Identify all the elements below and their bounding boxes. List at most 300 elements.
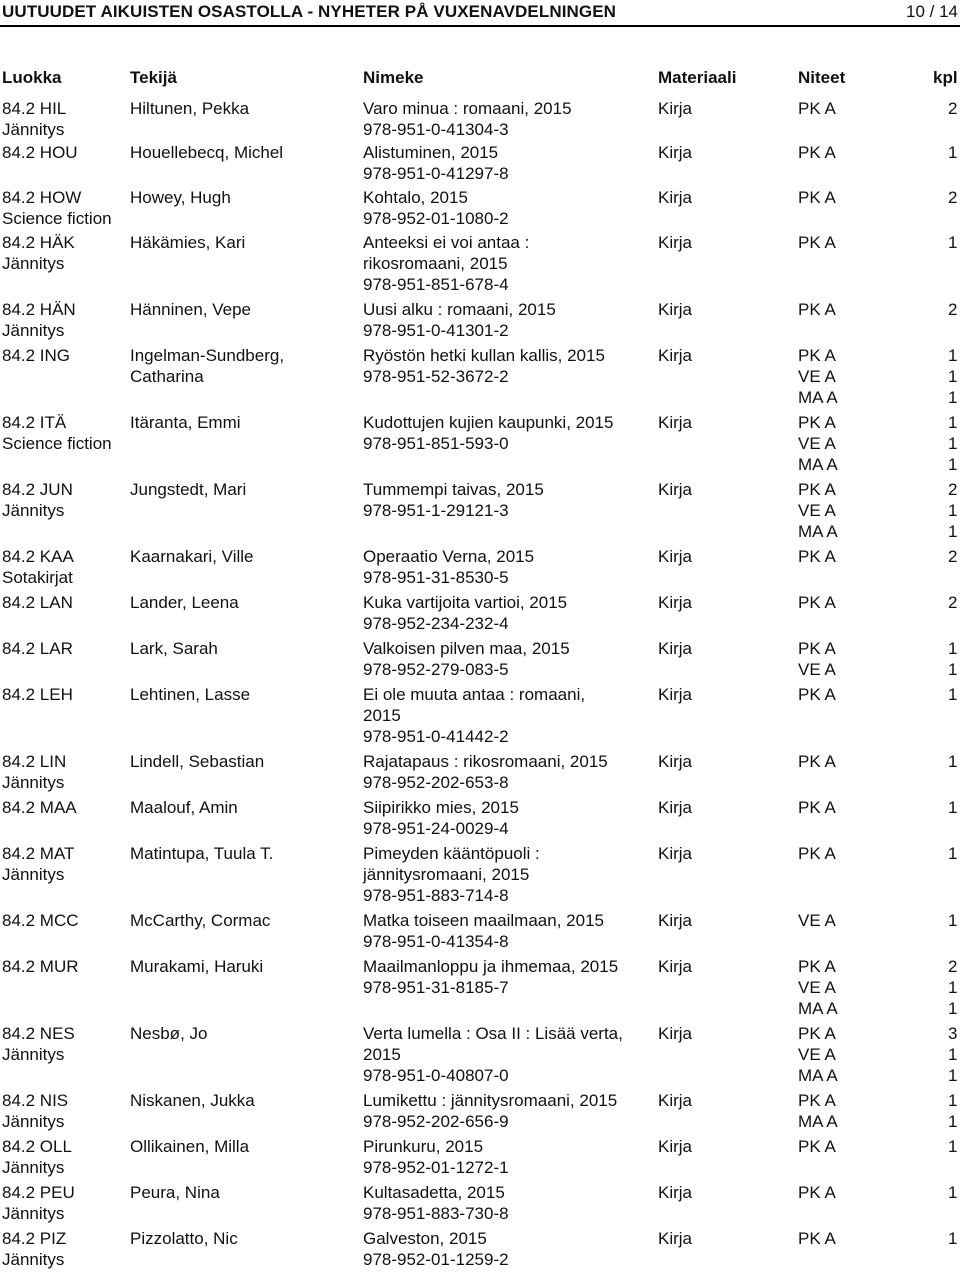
location-cell (798, 345, 838, 408)
copy-location: PK A (798, 99, 836, 118)
copy-location: PK A (798, 957, 836, 976)
column-header-tekija: Tekijä (130, 68, 177, 87)
location-cell (798, 751, 836, 772)
title-cell (363, 751, 653, 793)
author-name: Lander, Leena (130, 593, 239, 612)
copy-location: VE A (798, 660, 836, 679)
author-cell (130, 1090, 360, 1111)
isbn: 978-952-01-1080-2 (363, 209, 509, 228)
author-name: Häkämies, Kari (130, 233, 246, 252)
material-cell (658, 98, 692, 119)
table-row (0, 638, 960, 684)
author-cell (130, 187, 360, 208)
title-text: Tummempi taivas, 2015 (363, 480, 544, 499)
author-cell (130, 910, 360, 931)
copy-location: MA A (798, 455, 838, 474)
class-cell (2, 142, 127, 163)
title-text: Alistuminen, 2015 (363, 143, 499, 162)
isbn: 978-951-1-29121-3 (363, 501, 509, 520)
material-type: Kirja (658, 300, 693, 319)
count-cell (948, 345, 957, 408)
copy-count: 1 (948, 455, 958, 474)
class-cell (2, 98, 127, 140)
location-cell (798, 479, 838, 542)
class-code: 84.2 PIZ (2, 1229, 67, 1248)
page-title: UUTUUDET AIKUISTEN OSASTOLLA - NYHETER PÅ VUXENAVDELNINGEN (2, 2, 617, 21)
copy-location: PK A (798, 300, 836, 319)
table-row (0, 910, 960, 956)
class-cell (2, 684, 127, 705)
genre: Jännitys (2, 1112, 65, 1131)
table-row (0, 412, 960, 479)
isbn: 978-951-851-678-4 (363, 275, 509, 294)
copy-location: PK A (798, 413, 836, 432)
copy-location: PK A (798, 752, 836, 771)
author-cell (130, 638, 360, 659)
title-cell (363, 956, 653, 998)
count-cell (948, 479, 957, 542)
class-code: 84.2 HÄN (2, 300, 76, 319)
author-name: Ingelman-Sundberg, (130, 346, 285, 365)
copy-location: PK A (798, 593, 836, 612)
author-cell (130, 98, 360, 119)
isbn: 978-952-202-653-8 (363, 773, 509, 792)
isbn: 978-951-31-8185-7 (363, 978, 509, 997)
title-cell (363, 684, 653, 747)
copy-count: 1 (948, 522, 958, 541)
title-cell (363, 142, 653, 184)
copy-count: 1 (948, 388, 958, 407)
location-cell (798, 956, 838, 1019)
title-text: rikosromaani, 2015 (363, 254, 508, 273)
class-cell (2, 751, 127, 793)
title-text: Maailmanloppu ja ihmemaa, 2015 (363, 957, 619, 976)
class-code: 84.2 HOU (2, 143, 78, 162)
isbn: 978-952-202-656-9 (363, 1112, 509, 1131)
genre: Science fiction (2, 434, 112, 453)
copy-count: 1 (948, 1137, 958, 1156)
copy-location: VE A (798, 911, 836, 930)
author-cell (130, 1228, 360, 1249)
material-type: Kirja (658, 346, 693, 365)
class-code: 84.2 LAR (2, 639, 73, 658)
copy-location: PK A (798, 1091, 836, 1110)
book-list (0, 98, 960, 1274)
material-type: Kirja (658, 188, 693, 207)
copy-count: 1 (948, 233, 958, 252)
genre: Jännitys (2, 865, 65, 884)
author-cell (130, 299, 360, 320)
author-name: Maalouf, Amin (130, 798, 238, 817)
author-name: Niskanen, Jukka (130, 1091, 255, 1110)
author-name: Hiltunen, Pekka (130, 99, 250, 118)
count-cell (948, 1136, 957, 1157)
class-code: 84.2 NES (2, 1024, 75, 1043)
copy-count: 2 (948, 593, 958, 612)
copy-count: 2 (948, 188, 958, 207)
author-cell (130, 684, 360, 705)
material-type: Kirja (658, 685, 693, 704)
location-cell (798, 546, 836, 567)
material-cell (658, 345, 692, 366)
material-cell (658, 479, 692, 500)
copy-count: 1 (948, 798, 958, 817)
title-text: Galveston, 2015 (363, 1229, 487, 1248)
copy-location: PK A (798, 798, 836, 817)
count-cell (948, 797, 957, 818)
author-cell (130, 345, 360, 387)
author-cell (130, 412, 360, 433)
copy-location: PK A (798, 1137, 836, 1156)
author-name: Houellebecq, Michel (130, 143, 284, 162)
class-code: 84.2 LIN (2, 752, 67, 771)
class-cell (2, 797, 127, 818)
author-cell (130, 1182, 360, 1203)
count-cell (948, 187, 957, 208)
count-cell (948, 412, 957, 475)
title-cell (363, 479, 653, 521)
copy-location: PK A (798, 346, 836, 365)
class-code: 84.2 MUR (2, 957, 79, 976)
title-text: Kultasadetta, 2015 (363, 1183, 505, 1202)
isbn: 978-951-0-41354-8 (363, 932, 509, 951)
count-cell (948, 592, 957, 613)
material-cell (658, 1023, 692, 1044)
material-type: Kirja (658, 593, 693, 612)
title-cell (363, 1228, 653, 1270)
class-code: 84.2 MAT (2, 844, 75, 863)
author-name: Itäranta, Emmi (130, 413, 241, 432)
title-cell (363, 797, 653, 839)
table-row (0, 1136, 960, 1182)
material-cell (658, 684, 692, 705)
copy-location: VE A (798, 434, 836, 453)
location-cell (798, 592, 836, 613)
copy-count: 1 (948, 367, 958, 386)
copy-count: 3 (948, 1024, 958, 1043)
location-cell (798, 638, 836, 680)
title-cell (363, 187, 653, 229)
title-text: Anteeksi ei voi antaa : (363, 233, 530, 252)
copy-location: MA A (798, 1066, 838, 1085)
title-text: Uusi alku : romaani, 2015 (363, 300, 556, 319)
table-row (0, 546, 960, 592)
location-cell (798, 1136, 836, 1157)
material-type: Kirja (658, 752, 693, 771)
table-row (0, 797, 960, 843)
column-header-niteet: Niteet (798, 68, 846, 87)
isbn: 978-951-0-41442-2 (363, 727, 509, 746)
copy-location: MA A (798, 388, 838, 407)
copy-location: VE A (798, 501, 836, 520)
copy-count: 1 (948, 685, 958, 704)
copy-count: 1 (948, 434, 958, 453)
copy-location: PK A (798, 1229, 836, 1248)
author-cell (130, 843, 360, 864)
class-cell (2, 956, 127, 977)
material-type: Kirja (658, 233, 693, 252)
title-cell (363, 232, 653, 295)
class-cell (2, 345, 127, 366)
author-name: McCarthy, Cormac (130, 911, 271, 930)
location-cell (798, 797, 836, 818)
location-cell (798, 187, 836, 208)
table-row (0, 1228, 960, 1274)
count-cell (948, 638, 957, 680)
count-cell (948, 1182, 957, 1203)
material-type: Kirja (658, 1137, 693, 1156)
isbn: 978-952-01-1272-1 (363, 1158, 509, 1177)
count-cell (948, 546, 957, 567)
copy-location: PK A (798, 188, 836, 207)
location-cell (798, 843, 836, 864)
count-cell (948, 1023, 957, 1086)
class-code: 84.2 ITÄ (2, 413, 67, 432)
title-cell (363, 299, 653, 341)
author-cell (130, 797, 360, 818)
title-cell (363, 1090, 653, 1132)
table-row (0, 299, 960, 345)
title-text: Ei ole muuta antaa : romaani, (363, 685, 586, 704)
material-type: Kirja (658, 99, 693, 118)
copy-count: 2 (948, 957, 958, 976)
title-text: Siipirikko mies, 2015 (363, 798, 519, 817)
genre: Jännitys (2, 321, 65, 340)
count-cell (948, 956, 957, 1019)
class-cell (2, 910, 127, 931)
location-cell (798, 142, 836, 163)
author-name: Lehtinen, Lasse (130, 685, 251, 704)
header-rule (0, 25, 960, 27)
author-name: Kaarnakari, Ville (130, 547, 254, 566)
isbn: 978-951-883-714-8 (363, 886, 509, 905)
copy-location: VE A (798, 978, 836, 997)
author-name: Lark, Sarah (130, 639, 218, 658)
count-cell (948, 684, 957, 705)
material-cell (658, 1136, 692, 1157)
location-cell (798, 1228, 836, 1249)
material-cell (658, 232, 692, 253)
table-row (0, 843, 960, 910)
material-cell (658, 1090, 692, 1111)
material-type: Kirja (658, 1183, 693, 1202)
author-name: Howey, Hugh (130, 188, 231, 207)
genre: Jännitys (2, 1158, 65, 1177)
copy-count: 2 (948, 547, 958, 566)
class-code: 84.2 HOW (2, 188, 82, 207)
location-cell (798, 412, 838, 475)
copy-count: 1 (948, 999, 958, 1018)
author-cell (130, 956, 360, 977)
class-cell (2, 1182, 127, 1224)
material-cell (658, 1182, 692, 1203)
copy-count: 1 (948, 639, 958, 658)
location-cell (798, 299, 836, 320)
copy-count: 1 (948, 911, 958, 930)
title-cell (363, 1136, 653, 1178)
title-text: Lumikettu : jännitysromaani, 2015 (363, 1091, 618, 1110)
title-text: Rajatapaus : rikosromaani, 2015 (363, 752, 608, 771)
title-cell (363, 412, 653, 454)
count-cell (948, 98, 957, 119)
count-cell (948, 232, 957, 253)
count-cell (948, 843, 957, 864)
copy-location: PK A (798, 1024, 836, 1043)
class-code: 84.2 LAN (2, 593, 73, 612)
material-cell (658, 546, 692, 567)
author-cell (130, 1023, 360, 1044)
copy-count: 1 (948, 1045, 958, 1064)
class-cell (2, 479, 127, 521)
copy-location: PK A (798, 233, 836, 252)
table-row (0, 187, 960, 232)
copy-count: 1 (948, 143, 958, 162)
genre: Jännitys (2, 501, 65, 520)
class-cell (2, 1090, 127, 1132)
isbn: 978-951-24-0029-4 (363, 819, 509, 838)
genre: Jännitys (2, 773, 65, 792)
copy-count: 1 (948, 1066, 958, 1085)
isbn: 978-952-279-083-5 (363, 660, 509, 679)
column-header-materiaali: Materiaali (658, 68, 737, 87)
class-code: 84.2 KAA (2, 547, 74, 566)
table-row (0, 751, 960, 797)
isbn: 978-951-31-8530-5 (363, 568, 509, 587)
copy-location: PK A (798, 480, 836, 499)
class-code: 84.2 JUN (2, 480, 73, 499)
author-cell (130, 546, 360, 567)
author-cell (130, 592, 360, 613)
copy-count: 1 (948, 660, 958, 679)
genre: Jännitys (2, 1045, 65, 1064)
material-type: Kirja (658, 547, 693, 566)
location-cell (798, 98, 836, 119)
title-text: 2015 (363, 1045, 401, 1064)
isbn: 978-951-851-593-0 (363, 434, 509, 453)
title-cell (363, 592, 653, 634)
title-cell (363, 1182, 653, 1224)
copy-count: 2 (948, 480, 958, 499)
isbn: 978-951-0-41301-2 (363, 321, 509, 340)
location-cell (798, 1090, 838, 1132)
material-type: Kirja (658, 844, 693, 863)
material-type: Kirja (658, 480, 693, 499)
copy-location: PK A (798, 844, 836, 863)
material-type: Kirja (658, 413, 693, 432)
title-cell (363, 638, 653, 680)
genre: Science fiction (2, 209, 112, 228)
copy-count: 1 (948, 844, 958, 863)
author-name: Catharina (130, 367, 204, 386)
title-text: Kohtalo, 2015 (363, 188, 468, 207)
count-cell (948, 751, 957, 772)
copy-location: VE A (798, 1045, 836, 1064)
title-text: Ryöstön hetki kullan kallis, 2015 (363, 346, 605, 365)
class-cell (2, 1228, 127, 1270)
title-cell (363, 843, 653, 906)
copy-count: 1 (948, 1229, 958, 1248)
isbn: 978-951-0-40807-0 (363, 1066, 509, 1085)
material-cell (658, 412, 692, 433)
author-name: Hänninen, Vepe (130, 300, 251, 319)
material-type: Kirja (658, 143, 693, 162)
title-text: Kudottujen kujien kaupunki, 2015 (363, 413, 614, 432)
author-name: Lindell, Sebastian (130, 752, 265, 771)
count-cell (948, 142, 957, 163)
copy-location: MA A (798, 1112, 838, 1131)
table-row (0, 1023, 960, 1090)
copy-count: 1 (948, 1183, 958, 1202)
class-cell (2, 299, 127, 341)
title-cell (363, 1023, 653, 1086)
author-name: Jungstedt, Mari (130, 480, 247, 499)
table-row (0, 479, 960, 546)
title-text: jännitysromaani, 2015 (363, 865, 530, 884)
class-code: 84.2 OLL (2, 1137, 72, 1156)
count-cell (948, 1090, 957, 1132)
title-text: 2015 (363, 706, 401, 725)
copy-location: PK A (798, 143, 836, 162)
material-cell (658, 797, 692, 818)
class-code: 84.2 MCC (2, 911, 79, 930)
class-cell (2, 1136, 127, 1178)
material-type: Kirja (658, 1229, 693, 1248)
author-name: Peura, Nina (130, 1183, 220, 1202)
class-code: 84.2 MAA (2, 798, 77, 817)
title-cell (363, 345, 653, 387)
author-name: Pizzolatto, Nic (130, 1229, 238, 1248)
isbn: 978-951-0-41297-8 (363, 164, 509, 183)
material-cell (658, 1228, 692, 1249)
material-type: Kirja (658, 957, 693, 976)
copy-count: 2 (948, 300, 958, 319)
title-cell (363, 98, 653, 140)
class-cell (2, 546, 127, 588)
author-cell (130, 751, 360, 772)
title-cell (363, 910, 653, 952)
page-header (0, 0, 960, 24)
class-cell (2, 843, 127, 885)
table-row (0, 956, 960, 1023)
class-code: 84.2 PEU (2, 1183, 75, 1202)
column-header-nimeke: Nimeke (363, 68, 424, 87)
title-text: Verta lumella : Osa II : Lisää verta, (363, 1024, 623, 1043)
location-cell (798, 910, 836, 931)
author-cell (130, 1136, 360, 1157)
table-row (0, 592, 960, 638)
table-row (0, 1182, 960, 1228)
material-cell (658, 843, 692, 864)
table-row (0, 684, 960, 751)
material-type: Kirja (658, 911, 693, 930)
material-cell (658, 142, 692, 163)
location-cell (798, 1023, 838, 1086)
material-cell (658, 956, 692, 977)
class-code: 84.2 HIL (2, 99, 67, 118)
class-cell (2, 412, 127, 454)
location-cell (798, 684, 836, 705)
table-row (0, 142, 960, 187)
column-headers (0, 68, 960, 88)
material-cell (658, 638, 692, 659)
class-code: 84.2 HÄK (2, 233, 75, 252)
title-text: Matka toiseen maailmaan, 2015 (363, 911, 604, 930)
genre: Jännitys (2, 1204, 65, 1223)
title-text: Pirunkuru, 2015 (363, 1137, 484, 1156)
title-text: Kuka vartijoita vartioi, 2015 (363, 593, 568, 612)
author-cell (130, 232, 360, 253)
table-row (0, 98, 960, 142)
